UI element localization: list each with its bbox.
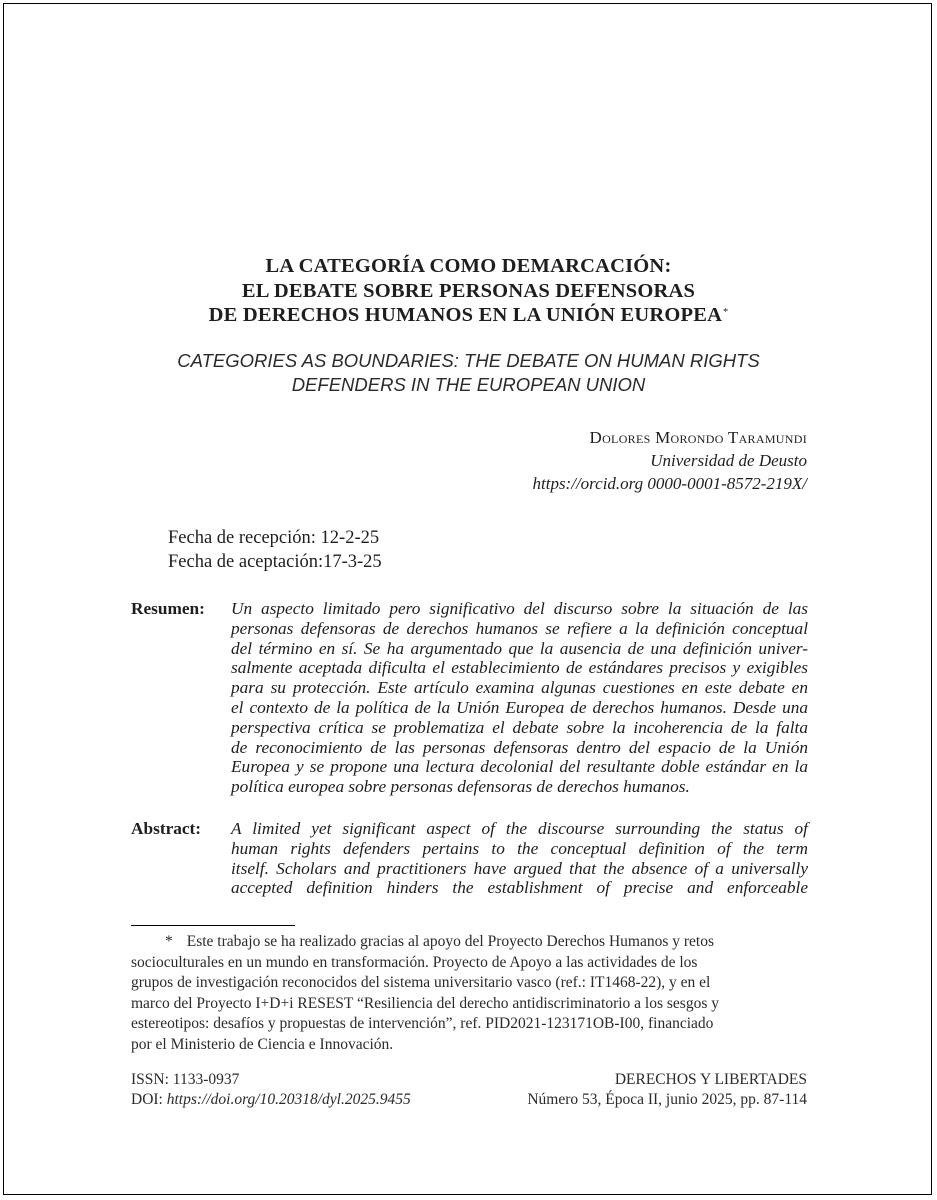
title-es-line: EL DEBATE SOBRE PERSONAS DEFENSORAS xyxy=(241,279,696,302)
resumen-line: para su protección. Este artículo examina algunas cuestiones en este debate en xyxy=(231,678,808,698)
footnote-line: por el Ministerio de Ciencia e Innovación. xyxy=(131,1035,394,1053)
footer-left xyxy=(131,1070,411,1110)
footnote-line: socioculturales en un mundo en transformación. Proyecto de Apoyo a las actividades de los xyxy=(131,953,698,971)
resumen-label: Resumen: xyxy=(131,599,205,618)
resumen-line: política europea sobre personas defensoras de derechos humanos. xyxy=(231,777,690,797)
resumen-line: personas defensoras de derechos humanos se refiere a la definición conceptual xyxy=(231,618,808,638)
abstract-section xyxy=(131,819,808,898)
abstract-line: A limited yet significant aspect of the discourse surrounding the status of xyxy=(231,819,808,838)
title-es-line-text: DE DERECHOS HUMANOS EN LA UNIÓN EUROPEA xyxy=(208,304,723,326)
abstract-text xyxy=(231,819,808,898)
article-title-spanish xyxy=(0,254,937,328)
resumen-line: el contexto de la política de la Unión Europea de derechos humanos. Desde una xyxy=(231,697,808,717)
resumen-line: del término en sí. Se ha argumentado que la ausencia de una definición univer- xyxy=(231,638,808,658)
resumen-text xyxy=(231,599,808,797)
footnote-line xyxy=(131,932,808,953)
title-en-line: CATEGORIES AS BOUNDARIES: THE DEBATE ON HUMAN RIGHTS xyxy=(177,350,760,371)
footnote-line: estereotipos: desafíos y propuestas de intervención”, ref. PID2021-123171OB-I00, financiado xyxy=(131,1015,714,1032)
title-footnote-marker[interactable]: * xyxy=(723,307,729,318)
author-orcid-link[interactable]: https://orcid.org 0000-0001-8572-219X/ xyxy=(532,474,807,493)
journal-name: DERECHOS Y LIBERTADES xyxy=(614,1071,807,1088)
issn: ISSN: 1133-0937 xyxy=(131,1071,240,1088)
author-affiliation: Universidad de Deusto xyxy=(650,451,807,470)
doi xyxy=(131,1090,411,1110)
footnote-line: grupos de investigación reconocidos del sistema universitario vasco (ref.: IT1468-22), y en el xyxy=(131,974,711,991)
submission-dates xyxy=(168,526,382,574)
abstract-line: human rights defenders pertains to the conceptual definition of the term xyxy=(231,838,808,858)
abstract-line: accepted definition hinders the establishment of precise and enforceable xyxy=(231,878,808,898)
received-date: Fecha de recepción: 12-2-25 xyxy=(168,528,380,548)
footnote-line: marco del Proyecto I+D+i RESEST “Resiliencia del derecho antidiscriminatorio a los sesgos y xyxy=(131,994,719,1012)
resumen-line: salmente aceptada dificulta el establecimiento de estándares precisos y exigibles xyxy=(231,658,808,678)
resumen-line: perspectiva crítica se problematiza el debate sobre la incoherencia de la falta xyxy=(231,717,808,737)
abstract-line: itself. Scholars and practitioners have argued that the absence of a universally xyxy=(231,858,808,878)
resumen-section xyxy=(131,599,808,797)
footer-right xyxy=(527,1070,807,1110)
title-en-line: DEFENDERS IN THE EUROPEAN UNION xyxy=(291,374,646,395)
doi-link[interactable]: https://doi.org/10.20318/dyl.2025.9455 xyxy=(166,1091,411,1108)
accepted-date: Fecha de aceptación:17-3-25 xyxy=(168,552,382,572)
article-title-english xyxy=(0,349,937,397)
footnote-marker: * xyxy=(165,933,173,950)
title-es-line xyxy=(0,303,937,328)
doi-label: DOI: xyxy=(131,1091,167,1108)
footnote-divider xyxy=(131,925,295,926)
abstract-label: Abstract: xyxy=(131,819,202,838)
issue-info: Número 53, Época II, junio 2025, pp. 87-114 xyxy=(527,1091,807,1108)
resumen-line: de reconocimiento de las personas defensoras dentro del espacio de la Unión xyxy=(231,737,808,757)
author-block xyxy=(533,426,808,495)
footnote xyxy=(131,932,808,1055)
title-es-line: LA CATEGORÍA COMO DEMARCACIÓN: xyxy=(265,255,672,277)
resumen-line: Un aspecto limitado pero significativo del discurso sobre la situación de las xyxy=(231,599,808,618)
resumen-line: Europea y se propone una lectura decolonial del resultante doble estándar en la xyxy=(231,757,808,777)
author-name: Dolores Morondo Taramundi xyxy=(589,428,807,447)
footnote-line-text: Este trabajo se ha realizado gracias al apoyo del Proyecto Derechos Humanos y retos xyxy=(186,933,714,950)
